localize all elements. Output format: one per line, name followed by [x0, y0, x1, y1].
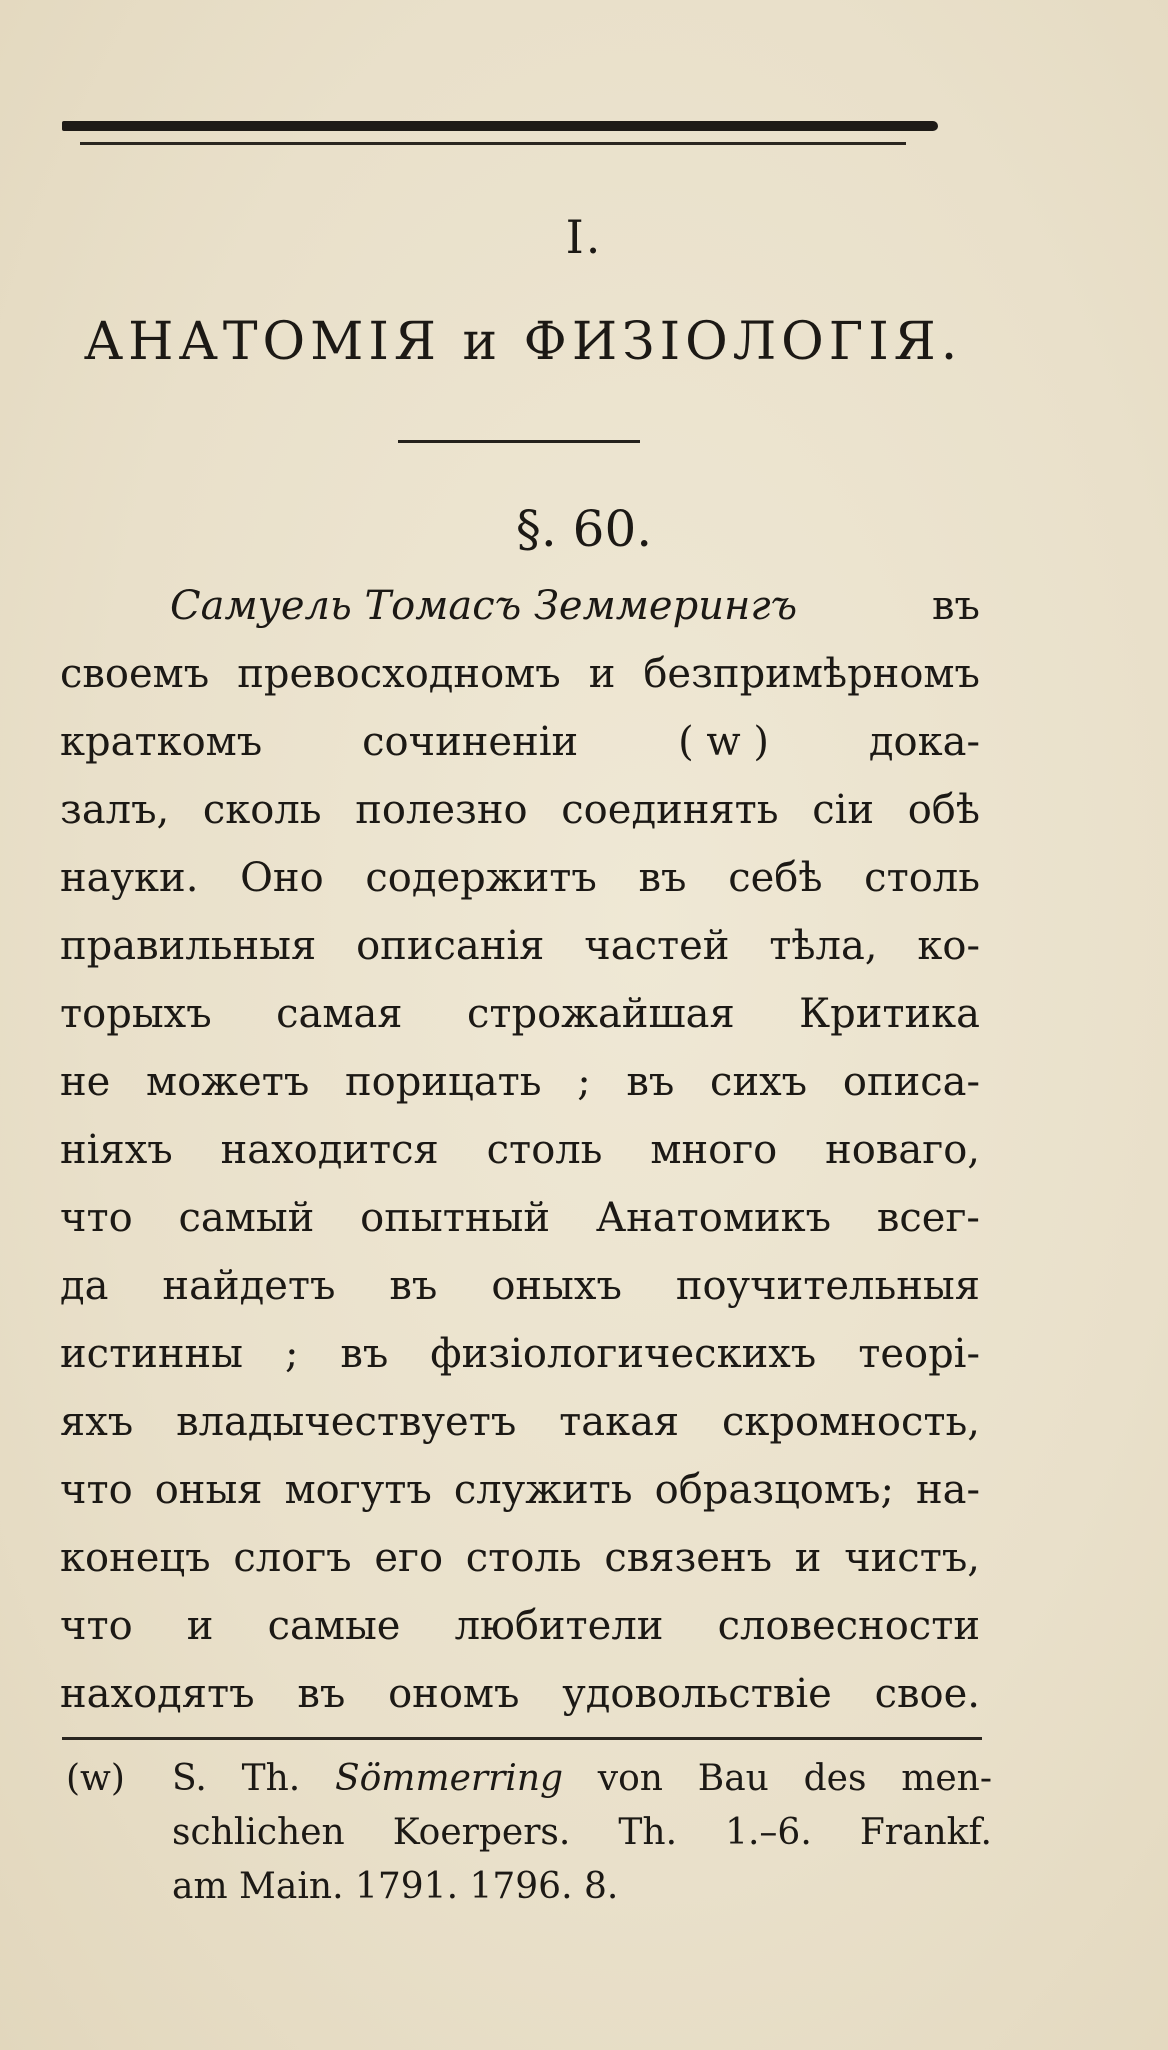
body-text	[60, 572, 980, 1728]
word: самая	[276, 991, 403, 1037]
word: частей	[584, 923, 730, 969]
word: найдетъ	[162, 1263, 336, 1309]
word: новаго,	[825, 1127, 980, 1173]
word: des	[803, 1758, 867, 1799]
word: любители	[454, 1603, 664, 1649]
word: могутъ	[284, 1467, 432, 1513]
word: физіологическихъ	[430, 1331, 817, 1377]
word: и	[794, 1535, 822, 1581]
word: Bau	[697, 1758, 769, 1799]
footnote-mark: (w)	[66, 1758, 125, 1799]
word: на-	[915, 1467, 980, 1513]
word: въ	[297, 1671, 346, 1717]
section-title: АНАТОМІЯ и ФИЗІОЛОГІЯ.	[83, 312, 963, 372]
word: можетъ	[146, 1059, 310, 1105]
header-rule-thick	[62, 121, 938, 131]
text-line	[60, 1184, 980, 1252]
word: владычествуетъ	[176, 1399, 517, 1445]
word: сіи	[812, 787, 875, 833]
footnote-line	[172, 1806, 992, 1860]
word: да	[60, 1263, 109, 1309]
word: словесности	[717, 1603, 980, 1649]
word: своемъ	[60, 651, 210, 697]
word: находятъ	[60, 1671, 255, 1717]
word: и	[186, 1603, 214, 1649]
word: много	[650, 1127, 778, 1173]
word: не	[60, 1059, 111, 1105]
word: столь	[486, 1127, 603, 1173]
word: ко-	[917, 923, 980, 969]
word: schlichen	[172, 1812, 345, 1853]
text-line	[60, 1592, 980, 1660]
word: въ	[340, 1331, 389, 1377]
word: слогъ	[233, 1535, 352, 1581]
text-line	[60, 912, 980, 980]
word: сихъ	[710, 1059, 808, 1105]
text-line	[60, 1252, 980, 1320]
word: Th.	[618, 1812, 678, 1853]
word: правильныя	[60, 923, 317, 969]
word: men-	[901, 1758, 992, 1799]
text-line	[60, 980, 980, 1048]
word: чистъ,	[844, 1535, 980, 1581]
footnote-line	[172, 1752, 992, 1806]
word: безпримѣрномъ	[643, 651, 980, 697]
word: Оно	[240, 855, 324, 901]
footnote-line: am Main. 1791. 1796. 8.	[172, 1866, 619, 1907]
word: превосходномъ	[237, 651, 561, 697]
word: соединять	[561, 787, 779, 833]
word: столь	[465, 1535, 582, 1581]
word: себѣ	[728, 855, 823, 901]
text-line	[60, 776, 980, 844]
word: строжайшая	[466, 991, 735, 1037]
paragraph-mark: §. 60.	[515, 500, 653, 558]
word: поучительныя	[675, 1263, 980, 1309]
text-line	[60, 844, 980, 912]
word: конецъ	[60, 1535, 211, 1581]
word: описа-	[842, 1059, 980, 1105]
word: удовольствіе	[562, 1671, 832, 1717]
text-line: краткомъ сочиненіи ( w ) дока-	[60, 708, 980, 776]
word: что	[60, 1195, 133, 1241]
word: оныя	[154, 1467, 263, 1513]
footnote-rule	[62, 1737, 982, 1740]
word: опытный	[360, 1195, 551, 1241]
word: въ	[638, 855, 687, 901]
word: ономъ	[388, 1671, 520, 1717]
word: въ	[626, 1059, 675, 1105]
word: истинны	[60, 1331, 244, 1377]
header-rule-thin	[80, 142, 906, 145]
word: порицать	[345, 1059, 542, 1105]
word: что	[60, 1603, 133, 1649]
author-name: Самуель Томасъ Земмерингъ	[170, 583, 798, 629]
word: самые	[267, 1603, 401, 1649]
word: обѣ	[907, 787, 980, 833]
title-rule	[398, 440, 640, 443]
word: von	[597, 1758, 663, 1799]
word: въ	[389, 1263, 438, 1309]
word: тѣла,	[769, 923, 878, 969]
text-line	[60, 1456, 980, 1524]
footnote-reference: ( w )	[678, 719, 769, 765]
word: Критика	[799, 991, 980, 1037]
word: и	[588, 651, 616, 697]
word: образцомъ;	[654, 1467, 894, 1513]
word: всег-	[876, 1195, 980, 1241]
text-line	[60, 1660, 980, 1728]
word: 1.–6.	[725, 1812, 812, 1853]
word: науки.	[60, 855, 199, 901]
word: столь	[864, 855, 980, 901]
word: находится	[220, 1127, 439, 1173]
word: Th.	[241, 1758, 301, 1799]
word: его	[374, 1535, 444, 1581]
word: ніяхъ	[60, 1127, 173, 1173]
text-line	[60, 1320, 980, 1388]
word: залъ,	[60, 787, 170, 833]
word: оныхъ	[491, 1263, 622, 1309]
word: S.	[172, 1758, 207, 1799]
text-line: Самуель Томасъ Земмерингъ въ	[60, 572, 980, 640]
word: Sömmerring	[334, 1758, 564, 1799]
word: Анатомикъ	[595, 1195, 832, 1241]
footnote-text	[172, 1752, 992, 1914]
section-number: I.	[565, 210, 603, 264]
word: Frankf.	[859, 1812, 992, 1853]
text-line	[60, 640, 980, 708]
word: связенъ	[604, 1535, 773, 1581]
word: содержитъ	[365, 855, 597, 901]
word: служить	[453, 1467, 633, 1513]
word: ;	[284, 1331, 299, 1377]
word: торыхъ	[60, 991, 212, 1037]
word: свое.	[874, 1671, 980, 1717]
word: ;	[577, 1059, 591, 1105]
word: яхъ	[60, 1399, 134, 1445]
text-line	[60, 1524, 980, 1592]
word: Koerpers.	[392, 1812, 571, 1853]
text-line	[60, 1388, 980, 1456]
word: описанія	[356, 923, 545, 969]
word: скромность,	[722, 1399, 980, 1445]
word: такая	[559, 1399, 680, 1445]
text-line	[60, 1048, 980, 1116]
word: сколь	[202, 787, 322, 833]
word: полезно	[355, 787, 528, 833]
word: теорі-	[858, 1331, 980, 1377]
word: самый	[178, 1195, 315, 1241]
word: что	[60, 1467, 133, 1513]
text-line	[60, 1116, 980, 1184]
